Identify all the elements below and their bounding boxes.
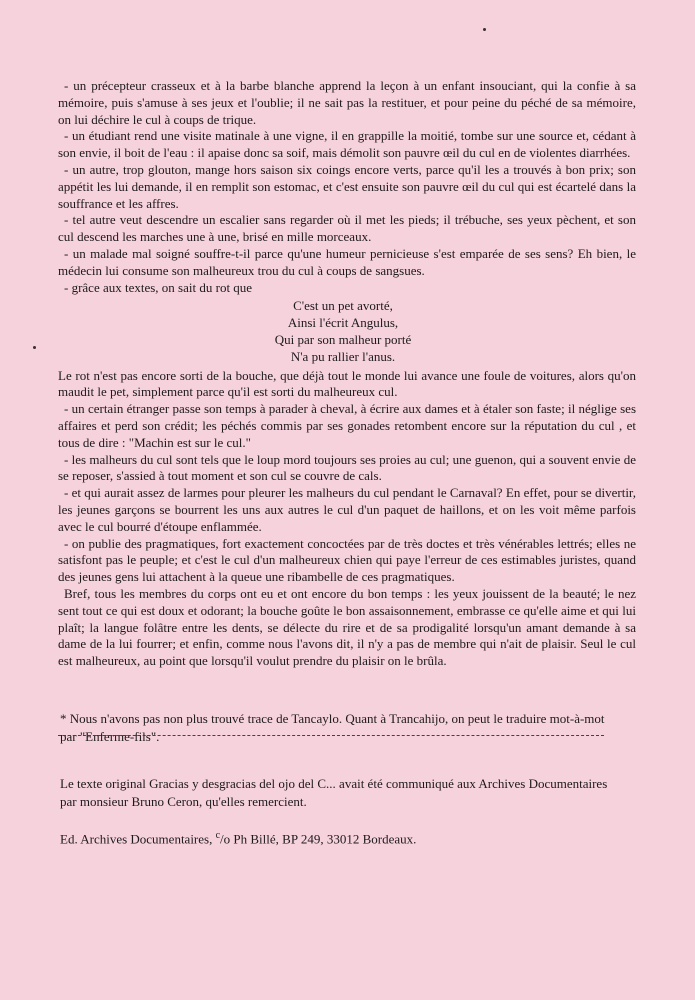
paper-speck (483, 28, 486, 31)
paragraph: - et qui aurait assez de larmes pour pleurer les malheurs du cul pendant le Carnaval? En effet, pour se divertir, les jeunes garçons se bourrent les uns aux autres le cul d'un paquet de haillons, et on les voit même parfois avec le cul bourré d'étoupe enflammée. (58, 485, 636, 534)
paragraph: - un malade mal soigné souffre-t-il parce qu'une humeur pernicieuse s'est emparée de ses sens? Eh bien, le médecin lui consume son malheureux trou du cul à coups de sangsues. (58, 245, 636, 278)
dashed-divider (58, 735, 604, 736)
paragraph: - tel autre veut descendre un escalier sans regarder où il met les pieds; il trébuche, ses yeux pèchent, et son cul descend les marches une à une, brisé en mille morceaux. (58, 212, 636, 245)
address-prefix: Ed. Archives Documentaires, (60, 831, 216, 847)
publisher-address (60, 827, 620, 848)
paragraph: - les malheurs du cul sont tels que le loup mord toujours ses proies au cul; une guenon, qui a souvent envie de se reposer, s'assied à tout moment et son cul se couvre de cals. (58, 451, 636, 484)
verse-line: Qui par son malheur porté (274, 331, 412, 347)
paragraph: - un certain étranger passe son temps à parader à cheval, à écrire aux dames et à étaler son faste; il néglige ses affaires et perd son crédit; les péchés commis par ses gonades retombent encore sur la réputation du cul , et tous de dire : "Machin est sur le cul." (58, 401, 636, 450)
paragraph: - un étudiant rend une visite matinale à une vigne, il en grappille la moitié, tombe sur une source et, cédant à son envie, il boit de l'eau : il apaise donc sa soif, mais démolit son pauvre œil du cul en de violentes diarrhées. (58, 128, 636, 161)
paragraph: Bref, tous les membres du corps ont eu et ont encore du bon temps : les yeux jouissent de la beauté; le nez sent tout ce qui est doux et odorant; la bouche goûte le bon assaisonnement, embrasse ce qu'elle aime et qui lui plaît; la langue folâtre entre les dents, se délecte du rire et de sa prodigalité lorsqu'un amant demande à sa dame de la lui fourrer; et enfin, comme nous l'avons dit, il n'y a pas de membre qui n'ait de plaisir. Seul le cul est malheureux, au point que lorsqu'il voulut prendre du plaisir on le brûla. (58, 585, 636, 669)
paper-speck (33, 346, 36, 349)
paragraph: - on publie des pragmatiques, fort exactement concoctées par de très doctes et très vénérables lettrés; elles ne satisfont pas le peuple; et c'est le cul d'un malheureux chien qui paye l'erreur de ces estimables juristes, quand des jeunes gens lui attachent à la queue une ribambelle de ces pragmatiques. (58, 535, 636, 585)
address-co: c (215, 830, 221, 841)
address-rest: /o Ph Billé, BP 249, 33012 Bordeaux. (220, 831, 417, 847)
paragraph: - un précepteur crasseux et à la barbe blanche apprend la leçon à un enfant insouciant, qui la confie à sa mémoire, puis s'amuse à ses jeux et l'oublie; il ne sait pas la restituer, et pour peine du péché de sa mémoire, on lui déchire le cul à coups de trique. (58, 78, 636, 127)
paragraph: Le rot n'est pas encore sorti de la bouche, que déjà tout le monde lui avance une foule de voitures, alors qu'on maudit le pet, simplement parce qu'il est sorti du malheureux cul. (58, 367, 636, 400)
footnote: * Nous n'avons pas non plus trouvé trace de Tancaylo. Quant à Trancahijo, on peut le traduire mot-à-mot par "Enferme-fils". (60, 711, 605, 744)
verse-line: N'a pu rallier l'anus. (290, 348, 396, 364)
quoted-verse (58, 298, 636, 365)
paragraph: - grâce aux textes, on sait du rot que (64, 279, 253, 295)
verse-line: C'est un pet avorté, (293, 298, 393, 314)
paragraph: - un autre, trop glouton, mange hors saison six coings encore verts, parce qu'il les a trouvés à bon prix; son appétit les lui demande, il en remplit son estomac, et c'est ensuite son pauvre œil du cul qui est écartelé dans la souffrance et les affres. (58, 161, 636, 211)
verse-line: Ainsi l'écrit Angulus, (287, 315, 399, 331)
credit-note: Le texte original Gracias y desgracias del ojo del C... avait été communiqué aux Archives Documentaires par monsieur Bruno Ceron, qu'elles remercient. (60, 776, 608, 809)
main-text (58, 78, 636, 670)
